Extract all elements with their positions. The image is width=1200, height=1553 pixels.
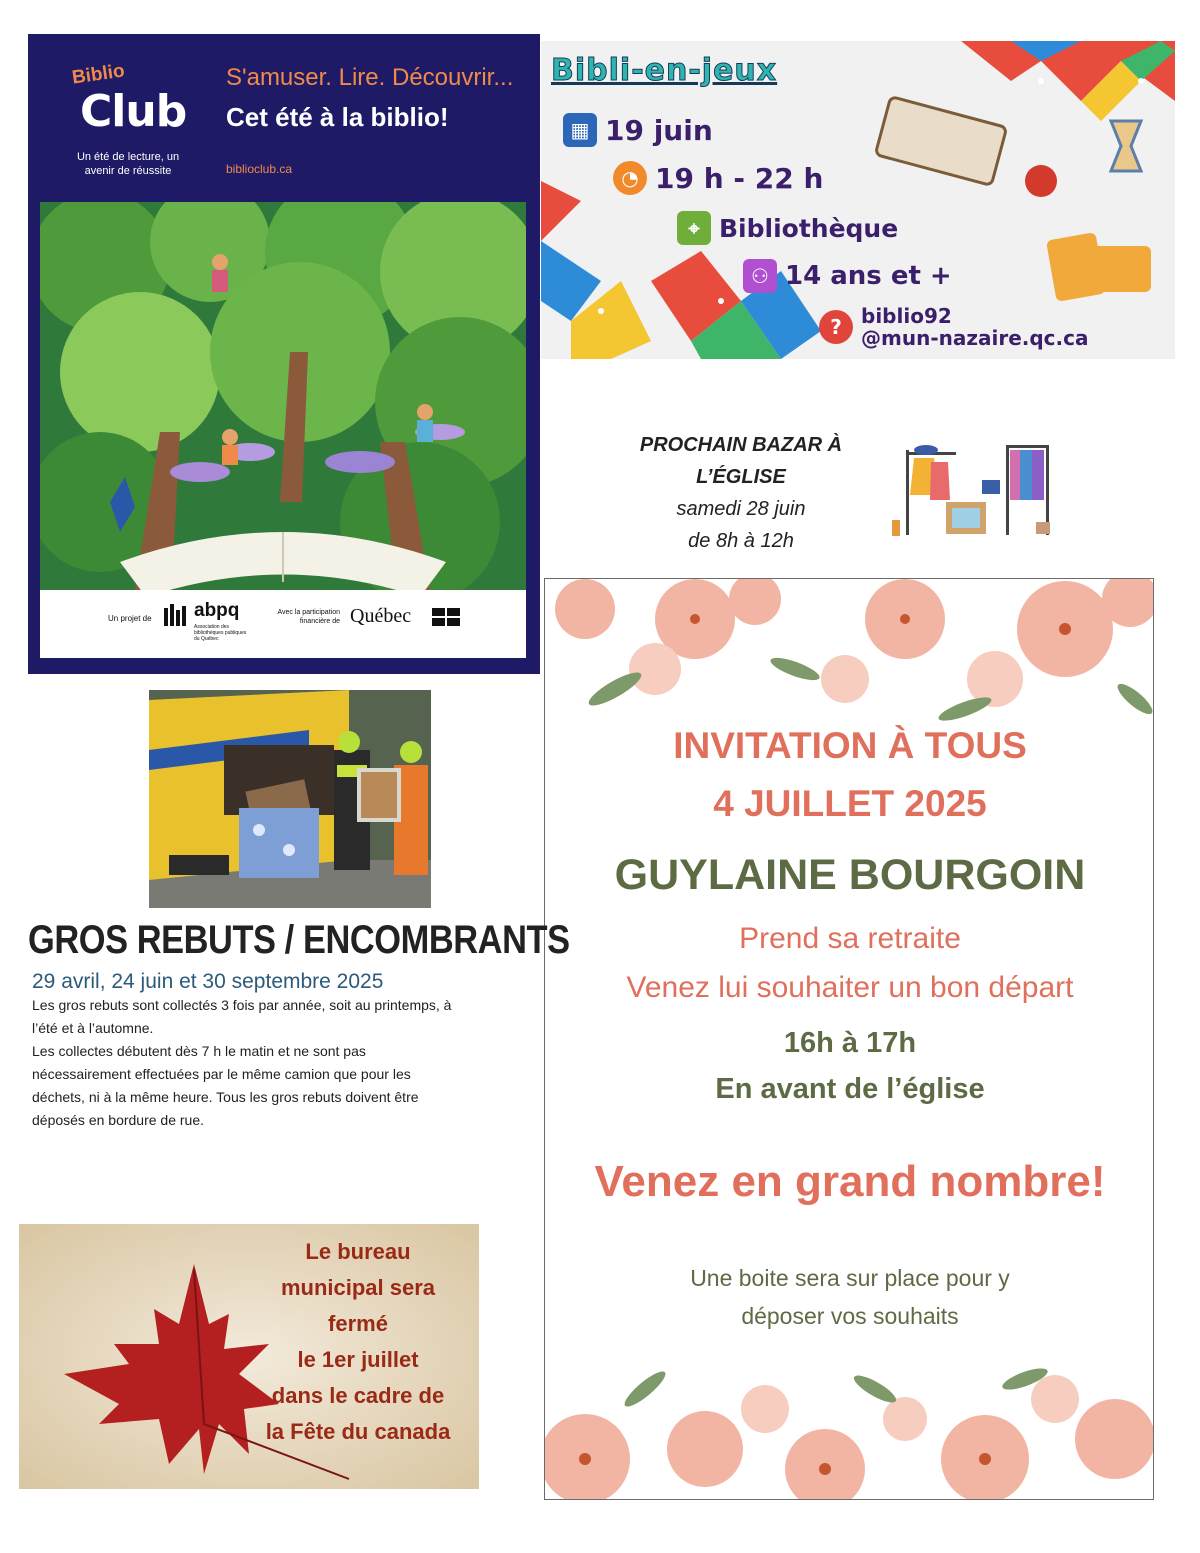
event-age-row bbox=[743, 259, 952, 293]
event-location: En avant de l’église bbox=[715, 1073, 985, 1105]
event-place: Bibliothèque bbox=[719, 213, 899, 243]
event-date-row bbox=[563, 113, 713, 147]
bureau-line-4: le 1er juillet bbox=[297, 1347, 419, 1372]
funding-label: Avec la participation financière de bbox=[277, 609, 340, 625]
depart-text: Venez lui souhaiter un bon départ bbox=[626, 971, 1074, 1004]
contact-line-1[interactable]: biblio92 bbox=[861, 304, 952, 328]
bazar-line-3: samedi 28 juin bbox=[676, 498, 806, 520]
flower-border-top bbox=[545, 579, 1154, 739]
bureau-text bbox=[247, 1234, 469, 1450]
biblio-club-footer bbox=[40, 590, 526, 658]
retraite-text: Prend sa retraite bbox=[739, 922, 961, 955]
fleur-de-lis-flag-icon bbox=[432, 608, 460, 626]
biblio-club-logo-subtitle: Un été de lecture, un avenir de réussite bbox=[76, 151, 180, 177]
bazar-line-2: L’ÉGLISE bbox=[696, 466, 786, 488]
question-bubble-icon: ? bbox=[819, 310, 853, 344]
bureau-line-5: dans le cadre de bbox=[271, 1383, 445, 1408]
bureau-closed-notice bbox=[19, 1224, 479, 1489]
clothing-rack-icon bbox=[886, 440, 1056, 540]
bibli-en-jeux-title: Bibli-en-jeux bbox=[551, 53, 778, 88]
event-time-row bbox=[613, 161, 823, 195]
quebec-logo: Québec bbox=[350, 605, 412, 627]
event-hours: 16h à 17h bbox=[783, 1027, 917, 1059]
invitation-title: INVITATION À TOUS bbox=[673, 725, 1027, 766]
biblio-club-illustration bbox=[40, 202, 526, 620]
call-to-action: Venez en grand nombre! bbox=[594, 1157, 1106, 1206]
calendar-icon: ▦ bbox=[563, 113, 597, 147]
clock-icon: ◔ bbox=[613, 161, 647, 195]
biblio-club-tagline: S'amuser. Lire. Découvrir... bbox=[226, 64, 514, 91]
garbage-truck-photo bbox=[149, 690, 431, 908]
gros-rebuts-title: GROS REBUTS / ENCOMBRANTS bbox=[28, 918, 570, 962]
bazar-line-1: PROCHAIN BAZAR À bbox=[639, 434, 843, 456]
honoree-name: GUYLAINE BOURGOIN bbox=[614, 851, 1086, 899]
event-date: 19 juin bbox=[605, 113, 713, 147]
bazar-notice bbox=[610, 432, 1070, 556]
bureau-line-2: municipal sera bbox=[280, 1275, 436, 1300]
retirement-invitation bbox=[544, 578, 1154, 1500]
event-time: 19 h - 22 h bbox=[655, 161, 824, 195]
note-line-2: déposer vos souhaits bbox=[741, 1303, 959, 1329]
abpq-logo-icon bbox=[162, 602, 190, 628]
biblio-club-logo: Club bbox=[80, 86, 187, 137]
bureau-line-3: fermé bbox=[328, 1311, 388, 1336]
contact-line-2[interactable]: @mun-nazaire.qc.ca bbox=[861, 326, 1089, 350]
bibli-en-jeux-poster bbox=[541, 41, 1175, 359]
bazar-line-4: de 8h à 12h bbox=[688, 530, 794, 552]
gros-rebuts-paragraph-2: Les collectes débutent dès 7 h le matin et ne sont pas nécessairement effectuées par le même camion que pour les déchets, ni à la même heure. Tous les gros rebuts doivent être déposés en bordure de rue. bbox=[32, 1043, 419, 1128]
biblio-club-poster bbox=[28, 34, 540, 674]
people-icon: ⚇ bbox=[743, 259, 777, 293]
gros-rebuts-paragraph-1: Les gros rebuts sont collectés 3 fois par année, soit au printemps, à l’été et à l’automne. bbox=[32, 997, 452, 1036]
event-age: 14 ans et + bbox=[785, 261, 952, 291]
gros-rebuts-dates: 29 avril, 24 juin et 30 septembre 2025 bbox=[32, 970, 384, 993]
project-label: Un projet de bbox=[108, 614, 152, 623]
abpq-full-name: Association des bibliothèques publiques du Québec bbox=[194, 624, 247, 642]
bureau-line-1: Le bureau bbox=[305, 1239, 411, 1264]
invitation-date: 4 JUILLET 2025 bbox=[713, 783, 987, 824]
bureau-line-6: la Fête du canada bbox=[265, 1419, 451, 1444]
abpq-logo: abpq bbox=[194, 600, 240, 621]
event-contact-row bbox=[819, 305, 1089, 349]
biblio-club-url[interactable]: biblioclub.ca bbox=[226, 162, 293, 176]
note-line-1: Une boite sera sur place pour y bbox=[690, 1265, 1010, 1291]
flower-border-bottom bbox=[545, 1349, 1154, 1500]
biblio-club-logo-top: Biblio bbox=[70, 60, 126, 89]
map-pin-icon: ⌖ bbox=[677, 211, 711, 245]
event-place-row bbox=[677, 211, 898, 245]
biblio-club-headline: Cet été à la biblio! bbox=[226, 102, 449, 132]
